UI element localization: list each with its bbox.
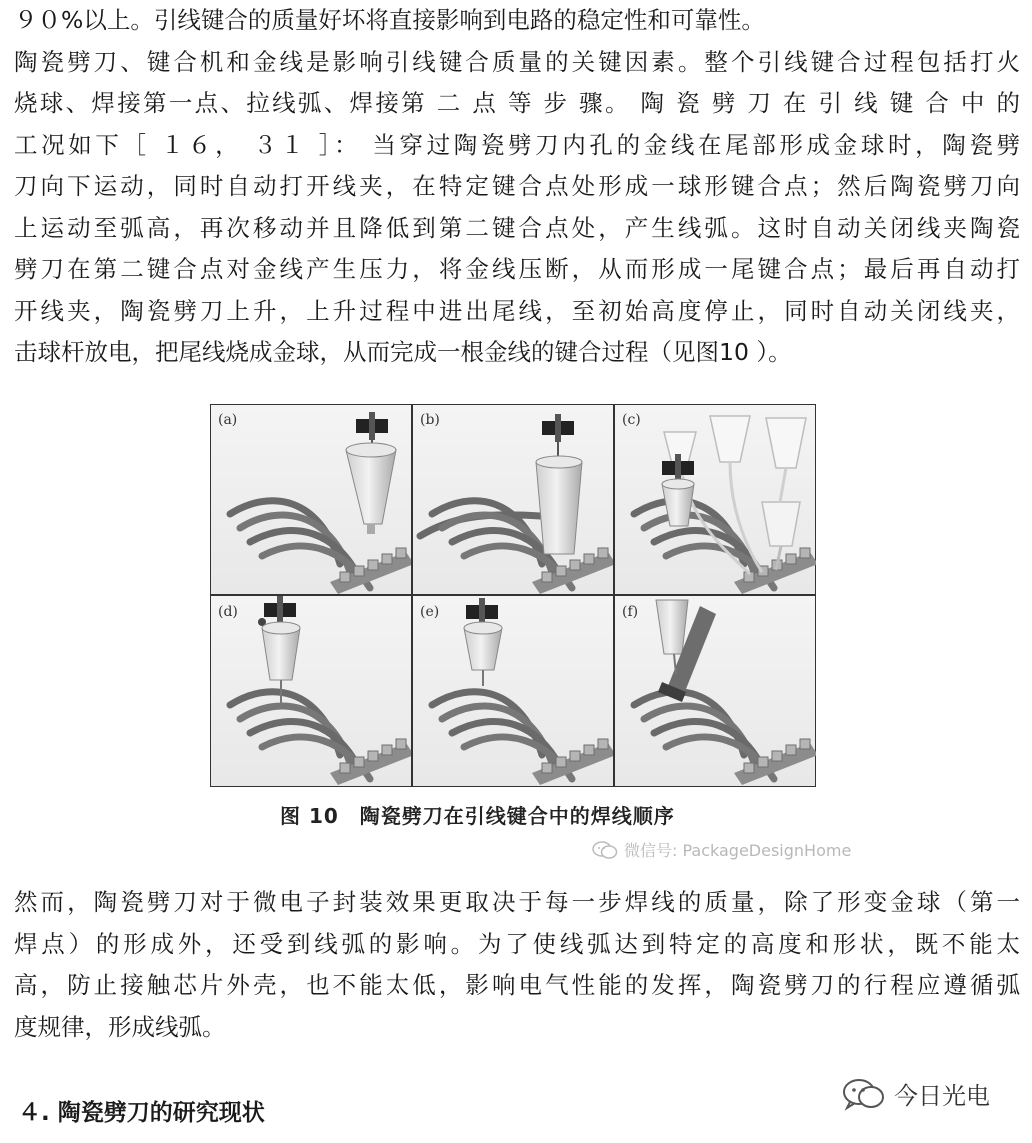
panel-label-c: (c): [622, 412, 641, 428]
panel-label-d: (d): [218, 604, 238, 620]
intro-paragraph: [14, 0, 1020, 374]
paragraph-line: 击球杆放电，把尾线烧成金球，从而完成一根金线的键合过程（见图10 ）。: [14, 338, 792, 366]
panel-e: [412, 595, 616, 787]
paragraph-line: ９０%以上。引线键合的质量好坏将直接影响到电路的稳定性和可靠性。: [14, 6, 765, 34]
panel-f: [614, 595, 816, 787]
panel-c: [614, 404, 816, 595]
panel-label-a: (a): [218, 412, 238, 428]
watermark-text: 微信号: PackageDesignHome: [624, 841, 852, 860]
second-paragraph: [14, 882, 1020, 1048]
paragraph-line: 陶瓷劈刀、键合机和金线是影响引线键合质量的关键因素。整个引线键合过程包括打火: [14, 47, 1020, 76]
paragraph-line: 开线夹，陶瓷劈刀上升，上升过程中进出尾线，至初始高度停止，同时自动关闭线夹，: [14, 296, 1020, 325]
brand-watermark: [842, 1076, 990, 1111]
panel-b: [412, 404, 616, 595]
paragraph-line: 然而，陶瓷劈刀对于微电子封装效果更取决于每一步焊线的质量，除了形变金球（第一: [14, 888, 1020, 916]
panel-label-f: (f): [622, 604, 639, 620]
watermark: [592, 838, 851, 861]
wechat-icon: [842, 1077, 886, 1111]
panel-label-e: (e): [420, 604, 440, 620]
panel-a: [210, 404, 414, 595]
figure-caption: 图 10 陶瓷劈刀在引线键合中的焊线顺序: [280, 804, 675, 828]
paragraph-line: 焊点）的形成外，还受到线弧的影响。为了使线弧达到特定的高度和形状，既不能太: [14, 929, 1020, 958]
brand-name: 今日光电: [894, 1082, 990, 1110]
section-heading: ４. 陶瓷劈刀的研究现状: [18, 1100, 265, 1126]
wire-bonding-figure: [210, 404, 816, 787]
paragraph-line: 度规律，形成线弧。: [14, 1012, 226, 1041]
paragraph-line: 工况如下［ １６， ３１ ］： 当穿过陶瓷劈刀内孔的金线在尾部形成金球时，陶瓷劈: [14, 130, 1020, 159]
paragraph-line: 上运动至弧高，再次移动并且降低到第二键合点处，产生线弧。这时自动关闭线夹陶瓷: [14, 213, 1020, 242]
panel-d: [210, 595, 414, 787]
paragraph-line: 烧球、焊接第一点、拉线弧、焊接第 二 点 等 步 骤。 陶 瓷 劈 刀 在 引 线 键 合 中 的: [14, 89, 1020, 117]
wechat-icon: [592, 840, 618, 860]
paragraph-line: 高，防止接触芯片外壳，也不能太低，影响电气性能的发挥，陶瓷劈刀的行程应遵循弧: [14, 971, 1020, 999]
paragraph-line: 刀向下运动，同时自动打开线夹，在特定键合点处形成一球形键合点；然后陶瓷劈刀向: [14, 172, 1020, 200]
panel-label-b: (b): [420, 412, 440, 428]
paragraph-line: 劈刀在第二键合点对金线产生压力，将金线压断，从而形成一尾键合点；最后再自动打: [14, 255, 1020, 283]
